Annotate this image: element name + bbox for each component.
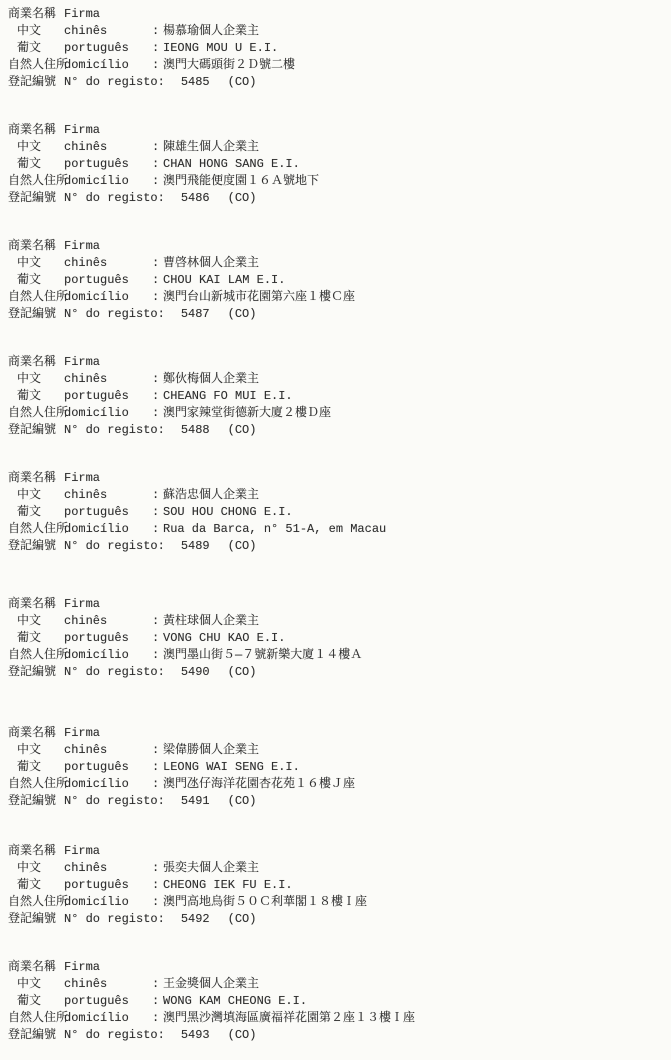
label-registry-pt: N° do registo: xyxy=(64,912,165,926)
firma-row xyxy=(8,959,671,976)
domicile-row xyxy=(8,1010,671,1027)
label-domicile-cn: 自然人住所 xyxy=(8,174,69,188)
entry-name-chinese: 曹啓林個人企業主 xyxy=(163,256,260,270)
portuguese-name-row xyxy=(8,272,671,289)
label-domicile-pt: domicílio xyxy=(64,406,129,420)
colon-separator: : xyxy=(152,522,160,536)
label-domicile-cn: 自然人住所 xyxy=(8,777,69,791)
entry-name-chinese: 王金獎個人企業主 xyxy=(163,977,260,991)
registry-entry xyxy=(8,959,671,1044)
label-portuguese-cn: 葡文 xyxy=(17,631,42,645)
label-domicile-cn: 自然人住所 xyxy=(8,58,69,72)
colon-separator: : xyxy=(152,406,160,420)
label-portuguese-pt: português xyxy=(64,878,129,892)
domicile-row xyxy=(8,405,671,422)
label-chinese-pt: chinês xyxy=(64,977,108,991)
portuguese-name-row xyxy=(8,759,671,776)
label-portuguese-pt: português xyxy=(64,157,129,171)
label-business-name-pt: Firma xyxy=(64,844,101,858)
registry-entry xyxy=(8,238,671,323)
entry-name-chinese: 張奕夫個人企業主 xyxy=(163,861,260,875)
label-domicile-cn: 自然人住所 xyxy=(8,290,69,304)
label-business-name-pt: Firma xyxy=(64,355,101,369)
label-chinese-cn: 中文 xyxy=(17,614,42,628)
label-chinese-cn: 中文 xyxy=(17,488,42,502)
label-domicile-cn: 自然人住所 xyxy=(8,648,69,662)
entry-address: 澳門氹仔海洋花園杏花苑１６樓Ｊ座 xyxy=(163,777,356,791)
entry-name-chinese: 陳雄生個人企業主 xyxy=(163,140,260,154)
registry-entry xyxy=(8,354,671,439)
label-business-name-cn: 商業名稱 xyxy=(8,844,57,858)
label-registry-pt: N° do registo: xyxy=(64,539,165,553)
entry-registry-number: 5490 xyxy=(180,665,210,679)
colon-separator: : xyxy=(152,1011,160,1025)
firma-row xyxy=(8,6,671,23)
colon-separator: : xyxy=(152,273,160,287)
label-chinese-pt: chinês xyxy=(64,743,108,757)
entry-name-chinese: 梁偉勝個人企業主 xyxy=(163,743,260,757)
label-registry-cn: 登記編號 xyxy=(8,191,57,205)
label-registry-cn: 登記編號 xyxy=(8,539,57,553)
colon-separator: : xyxy=(152,631,160,645)
label-chinese-cn: 中文 xyxy=(17,140,42,154)
entry-address: 澳門家辣堂街德新大廈２樓Ｄ座 xyxy=(163,406,332,420)
portuguese-name-row xyxy=(8,388,671,405)
entry-name-chinese: 黃柱球個人企業主 xyxy=(163,614,260,628)
label-registry-pt: N° do registo: xyxy=(64,75,165,89)
firma-row xyxy=(8,122,671,139)
entry-address: 澳門飛能便度園１６Ａ號地下 xyxy=(163,174,320,188)
registry-number-row xyxy=(8,190,671,207)
entry-name-chinese: 楊慕瑜個人企業主 xyxy=(163,24,260,38)
domicile-row xyxy=(8,289,671,306)
registry-entry xyxy=(8,470,671,555)
registry-number-row xyxy=(8,664,671,681)
label-registry-cn: 登記編號 xyxy=(8,75,57,89)
label-portuguese-cn: 葡文 xyxy=(17,760,42,774)
entry-registry-co-suffix: (CO) xyxy=(227,539,257,553)
entry-address: 澳門大碼頭街２Ｄ號二樓 xyxy=(163,58,296,72)
entry-registry-number: 5488 xyxy=(180,423,210,437)
firma-row xyxy=(8,843,671,860)
label-portuguese-cn: 葡文 xyxy=(17,389,42,403)
colon-separator: : xyxy=(152,994,160,1008)
label-registry-cn: 登記編號 xyxy=(8,794,57,808)
firma-row xyxy=(8,470,671,487)
firma-row xyxy=(8,725,671,742)
label-domicile-pt: domicílio xyxy=(64,58,129,72)
entry-address: 澳門墨山街５—７號新樂大廈１４樓Ａ xyxy=(163,648,363,662)
entry-registry-number: 5489 xyxy=(180,539,210,553)
entry-name-portuguese: CHOU KAI LAM E.I. xyxy=(163,273,286,287)
colon-separator: : xyxy=(152,895,160,909)
label-portuguese-cn: 葡文 xyxy=(17,157,42,171)
label-portuguese-pt: português xyxy=(64,41,129,55)
chinese-name-row xyxy=(8,371,671,388)
entry-registry-co-suffix: (CO) xyxy=(227,75,257,89)
entry-registry-co-suffix: (CO) xyxy=(227,1028,257,1042)
colon-separator: : xyxy=(152,174,160,188)
label-registry-cn: 登記編號 xyxy=(8,307,57,321)
entry-address: Rua da Barca, n° 51-A, em Macau xyxy=(163,522,387,536)
entry-name-portuguese: CHEANG FO MUI E.I. xyxy=(163,389,293,403)
domicile-row xyxy=(8,894,671,911)
label-business-name-cn: 商業名稱 xyxy=(8,123,57,137)
label-portuguese-pt: português xyxy=(64,389,129,403)
portuguese-name-row xyxy=(8,993,671,1010)
label-business-name-pt: Firma xyxy=(64,726,101,740)
entry-registry-number: 5485 xyxy=(180,75,210,89)
colon-separator: : xyxy=(152,290,160,304)
label-business-name-cn: 商業名稱 xyxy=(8,471,57,485)
label-domicile-pt: domicílio xyxy=(64,290,129,304)
label-portuguese-cn: 葡文 xyxy=(17,505,42,519)
label-portuguese-pt: português xyxy=(64,273,129,287)
label-registry-cn: 登記編號 xyxy=(8,1028,57,1042)
colon-separator: : xyxy=(152,878,160,892)
colon-separator: : xyxy=(152,648,160,662)
registry-number-row xyxy=(8,422,671,439)
entry-registry-number: 5492 xyxy=(180,912,210,926)
label-portuguese-pt: português xyxy=(64,994,129,1008)
label-chinese-cn: 中文 xyxy=(17,977,42,991)
label-registry-cn: 登記編號 xyxy=(8,423,57,437)
colon-separator: : xyxy=(152,58,160,72)
colon-separator: : xyxy=(152,977,160,991)
colon-separator: : xyxy=(152,760,160,774)
chinese-name-row xyxy=(8,255,671,272)
label-business-name-cn: 商業名稱 xyxy=(8,597,57,611)
colon-separator: : xyxy=(152,140,160,154)
registry-number-row xyxy=(8,793,671,810)
label-chinese-pt: chinês xyxy=(64,372,108,386)
label-chinese-cn: 中文 xyxy=(17,743,42,757)
chinese-name-row xyxy=(8,613,671,630)
label-business-name-cn: 商業名稱 xyxy=(8,726,57,740)
label-business-name-cn: 商業名稱 xyxy=(8,355,57,369)
label-chinese-cn: 中文 xyxy=(17,256,42,270)
label-domicile-pt: domicílio xyxy=(64,1011,129,1025)
label-business-name-cn: 商業名稱 xyxy=(8,960,57,974)
registry-entry xyxy=(8,122,671,207)
portuguese-name-row xyxy=(8,504,671,521)
label-domicile-cn: 自然人住所 xyxy=(8,522,69,536)
entry-address: 澳門黑沙灣填海區廣福祥花園第２座１３樓Ｉ座 xyxy=(163,1011,416,1025)
firma-row xyxy=(8,238,671,255)
entry-registry-number: 5486 xyxy=(180,191,210,205)
label-registry-pt: N° do registo: xyxy=(64,191,165,205)
entry-registry-number: 5487 xyxy=(180,307,210,321)
entry-name-portuguese: LEONG WAI SENG E.I. xyxy=(163,760,300,774)
label-domicile-pt: domicílio xyxy=(64,648,129,662)
label-portuguese-pt: português xyxy=(64,505,129,519)
colon-separator: : xyxy=(152,505,160,519)
entry-registry-number: 5491 xyxy=(180,794,210,808)
registry-entry xyxy=(8,843,671,928)
label-business-name-pt: Firma xyxy=(64,597,101,611)
registry-entry xyxy=(8,6,671,91)
entry-address: 澳門高地烏街５０Ｃ利華閣１８樓Ｉ座 xyxy=(163,895,368,909)
domicile-row xyxy=(8,776,671,793)
chinese-name-row xyxy=(8,860,671,877)
label-business-name-pt: Firma xyxy=(64,239,101,253)
registry-entries-list xyxy=(8,6,671,1044)
label-business-name-pt: Firma xyxy=(64,123,101,137)
firma-row xyxy=(8,354,671,371)
colon-separator: : xyxy=(152,41,160,55)
label-business-name-pt: Firma xyxy=(64,960,101,974)
registry-number-row xyxy=(8,306,671,323)
entry-name-portuguese: CHAN HONG SANG E.I. xyxy=(163,157,300,171)
entry-name-chinese: 蘇浩忠個人企業主 xyxy=(163,488,260,502)
label-domicile-pt: domicílio xyxy=(64,174,129,188)
chinese-name-row xyxy=(8,742,671,759)
domicile-row xyxy=(8,57,671,74)
label-registry-pt: N° do registo: xyxy=(64,1028,165,1042)
colon-separator: : xyxy=(152,157,160,171)
chinese-name-row xyxy=(8,487,671,504)
portuguese-name-row xyxy=(8,40,671,57)
label-business-name-cn: 商業名稱 xyxy=(8,7,57,21)
entry-name-portuguese: IEONG MOU U E.I. xyxy=(163,41,279,55)
label-business-name-pt: Firma xyxy=(64,471,101,485)
label-registry-cn: 登記編號 xyxy=(8,912,57,926)
label-chinese-pt: chinês xyxy=(64,614,108,628)
label-chinese-cn: 中文 xyxy=(17,861,42,875)
colon-separator: : xyxy=(152,777,160,791)
label-registry-pt: N° do registo: xyxy=(64,423,165,437)
label-business-name-cn: 商業名稱 xyxy=(8,239,57,253)
label-chinese-pt: chinês xyxy=(64,140,108,154)
label-chinese-pt: chinês xyxy=(64,256,108,270)
label-registry-cn: 登記編號 xyxy=(8,665,57,679)
colon-separator: : xyxy=(152,389,160,403)
registry-number-row xyxy=(8,538,671,555)
entry-name-portuguese: WONG KAM CHEONG E.I. xyxy=(163,994,308,1008)
colon-separator: : xyxy=(152,256,160,270)
chinese-name-row xyxy=(8,139,671,156)
label-registry-pt: N° do registo: xyxy=(64,307,165,321)
label-domicile-cn: 自然人住所 xyxy=(8,406,69,420)
entry-registry-number: 5493 xyxy=(180,1028,210,1042)
entry-registry-co-suffix: (CO) xyxy=(227,665,257,679)
label-chinese-pt: chinês xyxy=(64,861,108,875)
registry-entry xyxy=(8,596,671,681)
colon-separator: : xyxy=(152,24,160,38)
label-domicile-pt: domicílio xyxy=(64,895,129,909)
chinese-name-row xyxy=(8,23,671,40)
colon-separator: : xyxy=(152,743,160,757)
label-chinese-pt: chinês xyxy=(64,24,108,38)
entry-registry-co-suffix: (CO) xyxy=(227,307,257,321)
label-chinese-pt: chinês xyxy=(64,488,108,502)
entry-registry-co-suffix: (CO) xyxy=(227,191,257,205)
domicile-row xyxy=(8,173,671,190)
label-portuguese-pt: português xyxy=(64,760,129,774)
entry-name-portuguese: SOU HOU CHONG E.I. xyxy=(163,505,293,519)
label-domicile-cn: 自然人住所 xyxy=(8,1011,69,1025)
domicile-row xyxy=(8,521,671,538)
portuguese-name-row xyxy=(8,630,671,647)
label-business-name-pt: Firma xyxy=(64,7,101,21)
registry-entry xyxy=(8,725,671,810)
colon-separator: : xyxy=(152,614,160,628)
portuguese-name-row xyxy=(8,156,671,173)
label-domicile-pt: domicílio xyxy=(64,522,129,536)
entry-name-portuguese: VONG CHU KAO E.I. xyxy=(163,631,286,645)
colon-separator: : xyxy=(152,861,160,875)
portuguese-name-row xyxy=(8,877,671,894)
label-portuguese-cn: 葡文 xyxy=(17,41,42,55)
label-registry-pt: N° do registo: xyxy=(64,794,165,808)
entry-address: 澳門台山新城市花園第六座１樓Ｃ座 xyxy=(163,290,356,304)
label-portuguese-cn: 葡文 xyxy=(17,994,42,1008)
label-portuguese-cn: 葡文 xyxy=(17,878,42,892)
registry-number-row xyxy=(8,74,671,91)
colon-separator: : xyxy=(152,488,160,502)
firma-row xyxy=(8,596,671,613)
chinese-name-row xyxy=(8,976,671,993)
label-portuguese-pt: português xyxy=(64,631,129,645)
entry-registry-co-suffix: (CO) xyxy=(227,794,257,808)
colon-separator: : xyxy=(152,372,160,386)
domicile-row xyxy=(8,647,671,664)
entry-registry-co-suffix: (CO) xyxy=(227,423,257,437)
label-portuguese-cn: 葡文 xyxy=(17,273,42,287)
entry-name-portuguese: CHEONG IEK FU E.I. xyxy=(163,878,293,892)
label-registry-pt: N° do registo: xyxy=(64,665,165,679)
label-chinese-cn: 中文 xyxy=(17,24,42,38)
entry-registry-co-suffix: (CO) xyxy=(227,912,257,926)
label-domicile-cn: 自然人住所 xyxy=(8,895,69,909)
registry-number-row xyxy=(8,911,671,928)
label-chinese-cn: 中文 xyxy=(17,372,42,386)
entry-name-chinese: 鄭伙梅個人企業主 xyxy=(163,372,260,386)
label-domicile-pt: domicílio xyxy=(64,777,129,791)
registry-number-row xyxy=(8,1027,671,1044)
